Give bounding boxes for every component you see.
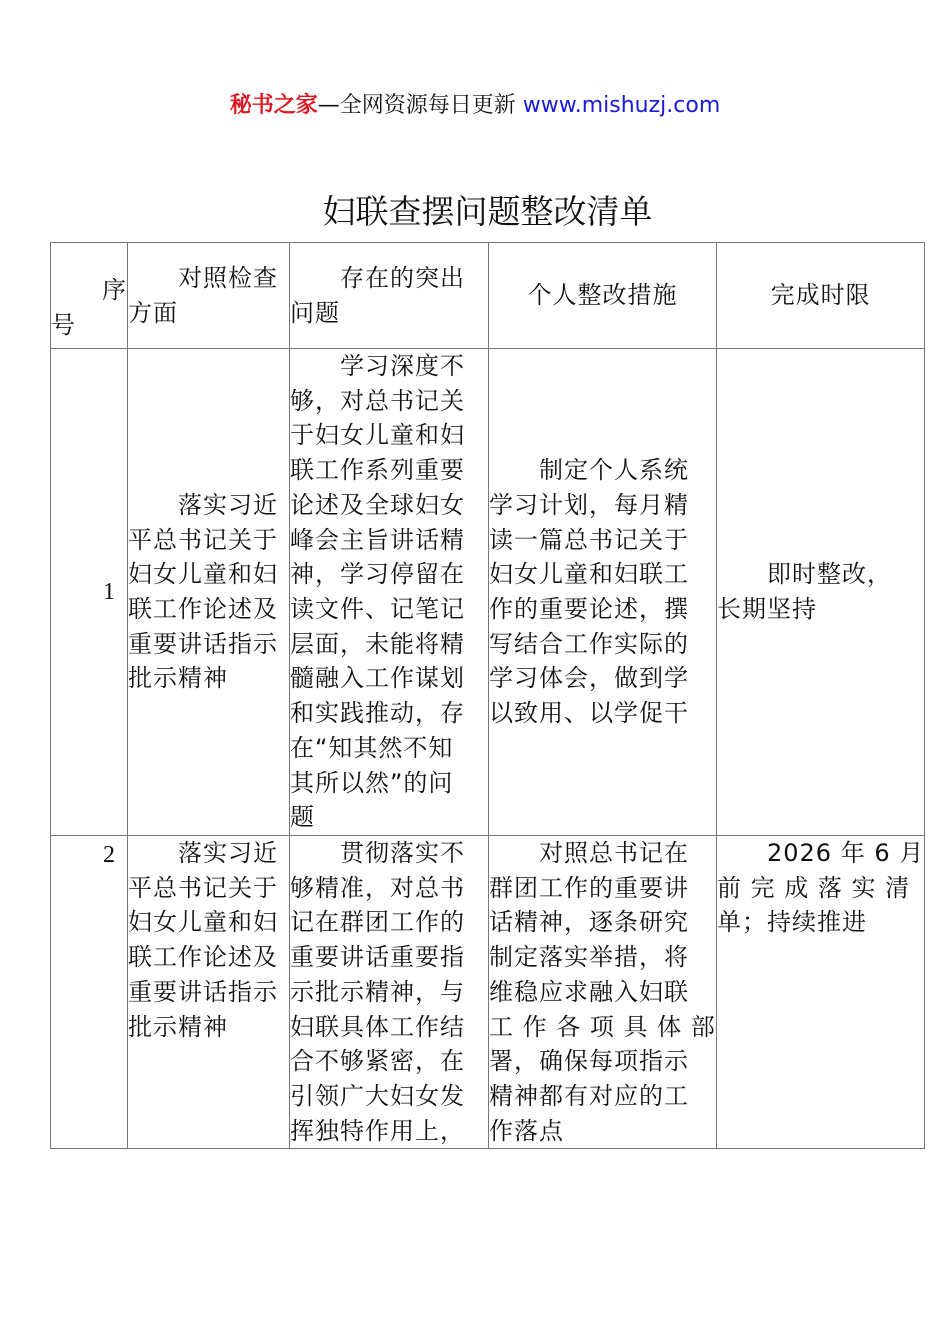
- cell-text-line: 论述及全球妇女: [290, 490, 465, 519]
- cell-text-line: 其所以然”的问: [290, 768, 454, 797]
- cell-text-line: 作落点: [489, 1116, 564, 1145]
- header-aspect: [128, 243, 290, 349]
- cell-text-line: 平总书记关于: [128, 873, 278, 902]
- cell-text-line: 对照检查: [178, 263, 278, 292]
- cell-text-line: 重要讲话重要指: [290, 943, 465, 972]
- cell-text-line: 记在群团工作的: [290, 908, 465, 937]
- cell-text-line: 神，学习停留在: [290, 560, 465, 589]
- cell-text-line: 平总书记关于: [128, 525, 278, 554]
- cell-text-line: 合不够紧密，在: [290, 1047, 465, 1076]
- cell-text-line: 联工作系列重要: [290, 456, 465, 485]
- cell-text-line: 峰会主旨讲话精: [290, 525, 465, 554]
- cell-text-line: 精神都有对应的工: [489, 1081, 689, 1110]
- cell-text-line: 层面，未能将精: [290, 629, 465, 658]
- cell-text-line: 前 完 成 落 实 清: [717, 873, 911, 902]
- table-header-row: [51, 243, 925, 349]
- cell-text-line: 群团工作的重要讲: [489, 873, 689, 902]
- cell-text-line: 以致用、以学促干: [489, 699, 689, 728]
- cell-text-line: 2026 年 6 月: [767, 839, 925, 867]
- cell-text-line: 对照总书记在: [539, 839, 689, 867]
- cell-text-line: 即时整改，: [767, 560, 892, 589]
- cell-text-line: 联工作论述及: [128, 943, 278, 972]
- cell-text-line: 长期坚持: [717, 595, 817, 623]
- cell-text-line: 妇女儿童和妇: [128, 560, 278, 589]
- header-deadline: [717, 243, 925, 349]
- cell-text-line: 学习体会，做到学: [489, 664, 689, 693]
- row-measure: [489, 836, 717, 1149]
- cell-text-line: 完成时限: [770, 281, 871, 310]
- cell-text-line: 写结合工作实际的: [489, 629, 689, 658]
- cell-text-line: 髓融入工作谋划: [290, 664, 465, 693]
- row-problem: [290, 349, 489, 836]
- cell-text-line: 重要讲话指示: [128, 629, 278, 658]
- cell-text-line: 工 作 各 项 具 体 部: [489, 1012, 716, 1041]
- cell-text-line: 和实践推动，存: [290, 699, 465, 728]
- cell-text-line: 序: [102, 275, 127, 304]
- cell-text-line: 方面: [128, 298, 178, 327]
- cell-text-line: 读一篇总书记关于: [489, 525, 689, 554]
- cell-text-line: 落实习近: [178, 490, 278, 519]
- cell-text-line: 挥独特作用上，: [290, 1116, 465, 1145]
- cell-text-line: 妇女儿童和妇: [128, 908, 278, 937]
- cell-text-line: 问题: [290, 298, 340, 327]
- cell-text-line: 在“知其然不知: [290, 733, 454, 762]
- cell-text-line: 作的重要论述，撰: [489, 595, 689, 623]
- row-aspect: [128, 349, 290, 836]
- site-banner: [0, 88, 950, 119]
- row-problem: [290, 836, 489, 1149]
- cell-text-line: 重要讲话指示: [128, 977, 278, 1006]
- cell-text-line: 制定个人系统: [539, 456, 689, 485]
- cell-text-line: 够，对总书记关: [290, 386, 465, 415]
- document-title: 妇联查摆问题整改清单: [322, 192, 653, 231]
- cell-text-line: 妇联具体工作结: [290, 1012, 465, 1041]
- row-deadline: [717, 836, 925, 1149]
- site-url-link[interactable]: www.mishuzj.com: [522, 93, 721, 118]
- row-measure: [489, 349, 717, 836]
- cell-text-line: 署，确保每项指示: [489, 1047, 689, 1076]
- cell-text-line: 学习深度不: [340, 352, 465, 381]
- header-index: [51, 243, 128, 349]
- cell-text-line: 示批示精神，与: [290, 977, 465, 1006]
- header-measure: [489, 243, 717, 349]
- cell-text-line: 个人整改措施: [527, 281, 678, 310]
- cell-text-line: 题: [290, 803, 315, 832]
- row-aspect: [128, 836, 290, 1149]
- cell-text-line: 批示精神: [128, 664, 228, 693]
- cell-text-line: 维稳应求融入妇联: [489, 977, 689, 1006]
- rectification-table: [50, 242, 925, 1149]
- cell-text-line: 联工作论述及: [128, 595, 278, 623]
- brand-name: 秘书之家: [229, 93, 318, 118]
- cell-text-line: 制定落实举措，将: [489, 943, 689, 972]
- table-row: [51, 349, 925, 836]
- cell-text-line: 于妇女儿童和妇: [290, 421, 465, 450]
- row-index: 1: [51, 349, 128, 836]
- table-row: [51, 836, 925, 1149]
- cell-text-line: 学习计划，每月精: [489, 490, 689, 519]
- cell-text-line: 够精准，对总书: [290, 873, 465, 902]
- row-deadline: [717, 349, 925, 836]
- cell-text-line: 批示精神: [128, 1012, 228, 1041]
- header-problem: [290, 243, 489, 349]
- cell-text-line: 号: [51, 310, 76, 339]
- cell-text-line: 妇女儿童和妇联工: [489, 560, 689, 589]
- cell-text-line: 存在的突出: [340, 263, 465, 292]
- cell-text-line: 话精神，逐条研究: [489, 908, 689, 937]
- cell-text-line: 单；持续推进: [717, 908, 867, 937]
- cell-text-line: 读文件、记笔记: [290, 595, 465, 623]
- cell-text-line: 引领广大妇女发: [290, 1081, 465, 1110]
- cell-text-line: 贯彻落实不: [340, 839, 465, 867]
- row-index: 2: [51, 836, 128, 1149]
- banner-slogan: —全网资源每日更新: [317, 93, 523, 118]
- cell-text-line: 落实习近: [178, 839, 278, 867]
